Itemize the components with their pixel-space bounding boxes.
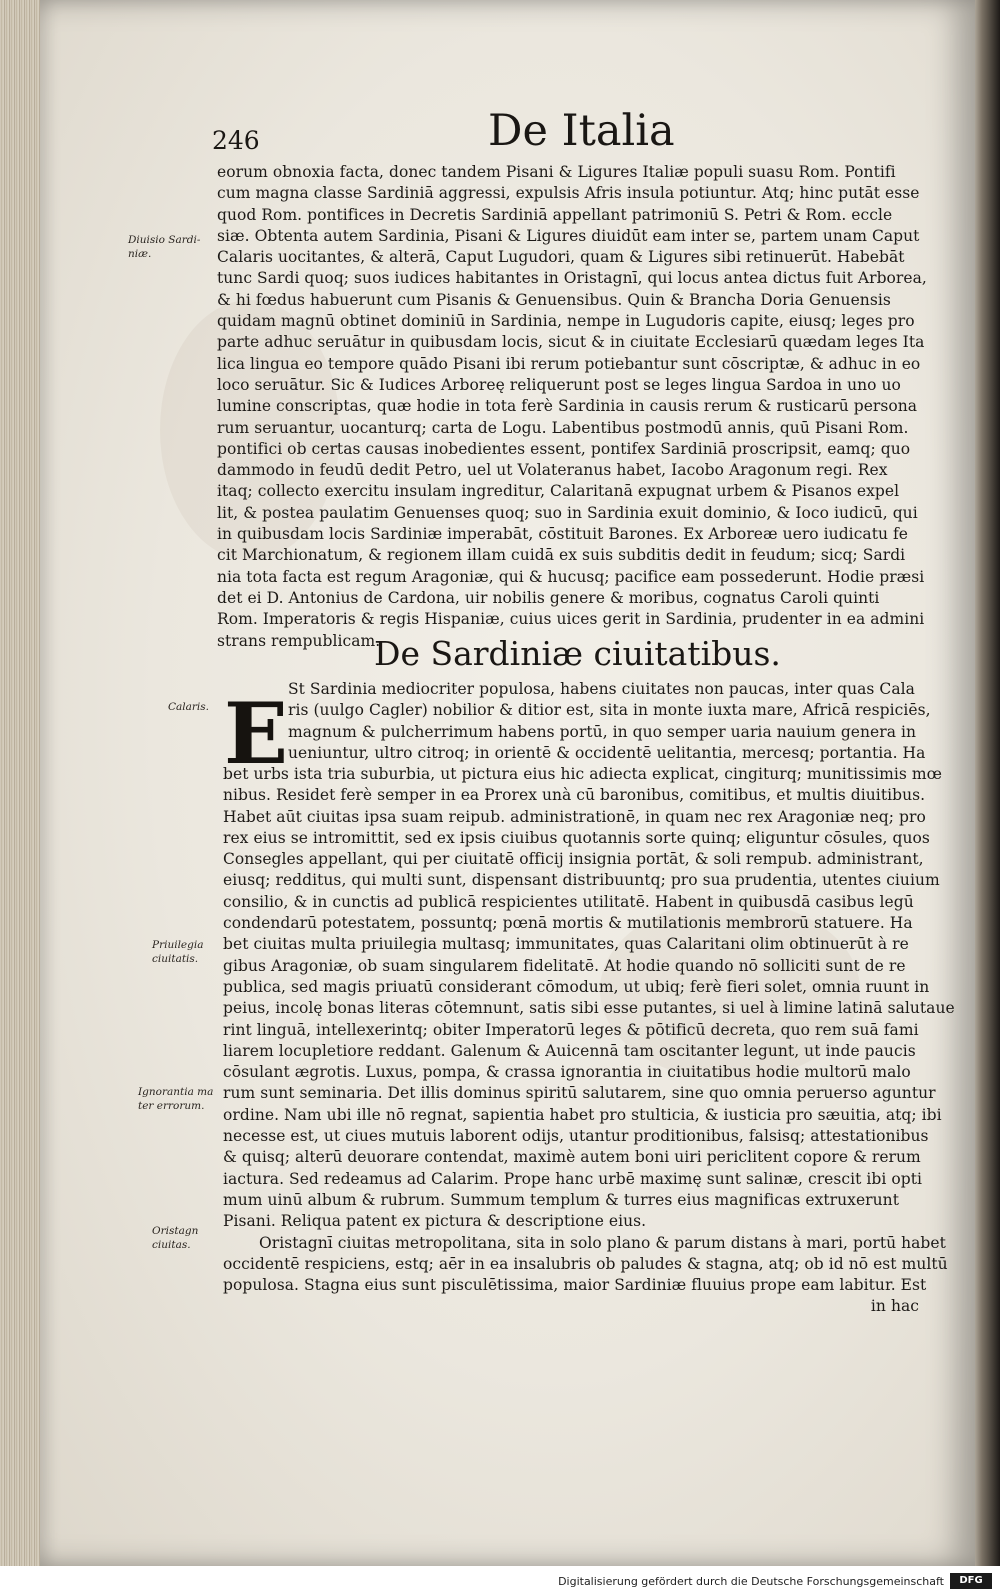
text-line: Pisani. Reliqua patent ex pictura & descriptione eius. bbox=[223, 1212, 647, 1231]
text-line: in quibusdam locis Sardiniæ imperabāt, cōstituit Barones. Ex Arboreæ uero iudicatu fe bbox=[217, 525, 909, 544]
text-line: gibus Aragoniæ, ob suam singularem fidelitatē. At hodie quando nō solliciti sunt de re bbox=[223, 956, 906, 975]
page-number: 246 bbox=[212, 126, 260, 155]
text-line: peius, incolę bonas literas cōtemnunt, satis sibi esse putantes, si uel à limine latinā salutaue bbox=[223, 999, 955, 1018]
text-line: cōsulant ægrotis. Luxus, pompa, & crassa ignorantia in ciuitatibus hodie multorū malo bbox=[223, 1063, 911, 1082]
text-line: consilio, & in cunctis ad publicā respicientes utilitatē. Habent in quibusdā casibus legū bbox=[223, 892, 914, 911]
marginal-note-line: Diuisio Sardi- bbox=[128, 234, 201, 246]
text-line: itaq; collecto exercitu insulam ingreditur, Calaritanā expugnat urbem & Pisanos expel bbox=[217, 482, 900, 501]
text-line: bet ciuitas multa priuilegia multasq; immunitates, quas Calaritani olim obtinuerūt à re bbox=[223, 935, 909, 954]
text-line: Habet aūt ciuitas ipsa suam reipub. administrationē, in quam nec rex Aragoniæ neq; pro bbox=[223, 807, 926, 826]
running-head: De Italia bbox=[488, 106, 675, 156]
text-line: Rom. Imperatoris & regis Hispaniæ, cuius uices gerit in Sardinia, prudenter in ea admini bbox=[217, 610, 925, 629]
text-line: eorum obnoxia facta, donec tandem Pisani & Ligures Italiæ populi suasu Rom. Pontifi bbox=[217, 163, 896, 181]
dfg-logo: DFG bbox=[950, 1573, 992, 1589]
marginal-note-calaris bbox=[168, 700, 209, 714]
text-line: St Sardinia mediocriter populosa, habens ciuitates non paucas, inter quas Cala bbox=[288, 680, 915, 698]
marginal-note-line: ciuitatis. bbox=[152, 953, 199, 965]
text-line: det ei D. Antonius de Cardona, uir nobilis genere & moribus, cognatus Caroli quinti bbox=[217, 588, 880, 607]
text-line: tunc Sardi quoq; suos iudices habitantes in Oristagnī, qui locus antea dictus fuit Arborea, bbox=[217, 269, 927, 288]
text-line: lumine conscriptas, quæ hodie in tota ferè Sardinia in causis rerum & rusticarū persona bbox=[217, 397, 918, 416]
text-line: Oristagnī ciuitas metropolitana, sita in solo plano & parum distans à mari, portū habet bbox=[259, 1233, 946, 1252]
footer-credit: Digitalisierung gefördert durch die Deutsche Forschungsgemeinschaft bbox=[558, 1575, 944, 1588]
marginal-note-line: ciuitas. bbox=[152, 1239, 191, 1251]
text-line: nibus. Residet ferè semper in ea Prorex unà cū baronibus, comitibus, et multis diuitibus. bbox=[223, 786, 926, 805]
text-line: occidentē respiciens, estq; aēr in ea insalubris ob paludes & stagna, atq; ob id nō est multū bbox=[223, 1254, 948, 1273]
marginal-note-line: ter errorum. bbox=[138, 1100, 205, 1112]
text-line: Calaris uocitantes, & alterā, Caput Lugudori, quam & Ligures sibi retinuerūt. Habebāt bbox=[217, 248, 905, 267]
marginal-note-line: niæ. bbox=[128, 248, 152, 260]
marginal-note-line: Calaris. bbox=[168, 701, 210, 713]
body-text-upper bbox=[217, 162, 929, 652]
text-line: rint linguā, intellexerintq; obiter Imperatorū leges & pōtificū decreta, quo rem suā fami bbox=[223, 1020, 919, 1039]
text-line: rum seruantur, uocanturq; carta de Logu. Labentibus postmodū annis, quū Pisani Rom. bbox=[217, 418, 909, 437]
marginal-note-line: Priuilegia bbox=[152, 939, 204, 951]
text-line: Consegles appellant, qui per ciuitatē officij insignia portāt, & soli rempub. administrant, bbox=[223, 850, 924, 869]
text-line: & hi fœdus habuerunt cum Pisanis & Genuensibus. Quin & Brancha Doria Genuensis bbox=[217, 290, 891, 309]
section-heading: De Sardiniæ ciuitatibus. bbox=[374, 634, 781, 673]
drop-capital: E bbox=[224, 684, 289, 783]
text-line: quidam magnū obtinet dominiū in Sardinia, nempe in Lugudoris capite, eiusq; leges pro bbox=[217, 312, 915, 331]
text-line: rex eius se intromittit, sed ex ipsis ciuibus quotannis sorte quinq; eliguntur cōsules, quos bbox=[223, 828, 930, 847]
text-line: rum sunt seminaria. Det illis dominus spiritū salutarem, sine quo omnia peruerso aguntur bbox=[223, 1084, 936, 1103]
text-line: loco seruātur. Sic & Iudices Arboreę reliquerunt post se leges lingua Sardoa in uno uo bbox=[217, 375, 901, 394]
text-line: parte adhuc seruātur in quibusdam locis, sicut & in ciuitate Ecclesiarū quædam leges Ita bbox=[217, 333, 925, 352]
text-line: cum magna classe Sardiniā aggressi, expulsis Afris insula potiuntur. Atq; hinc putāt esse bbox=[217, 184, 920, 203]
text-line: lica lingua eo tempore quādo Pisani ibi rerum potiebantur sunt cōscriptæ, & adhuc in eo bbox=[217, 354, 921, 373]
marginal-note-priuilegia bbox=[152, 938, 203, 966]
text-line: dammodo in feudū dedit Petro, uel ut Volateranus habet, Iacobo Aragonum regi. Rex bbox=[217, 461, 888, 480]
text-line: bet urbs ista tria suburbia, ut pictura eius hic adiecta explicat, cingiturq; munitissimis mœ bbox=[223, 765, 942, 783]
text-line: ordine. Nam ubi ille nō regnat, sapientia habet pro stulticia, & iusticia pro sæuitia, atq; ibi bbox=[223, 1105, 942, 1124]
text-line: quod Rom. pontifices in Decretis Sardiniā appellant patrimoniū S. Petri & Rom. eccle bbox=[217, 205, 893, 224]
text-line: necesse est, ut ciues mutuis laborent odijs, utantur proditionibus, falsisq; attestationibus bbox=[223, 1127, 929, 1146]
marginal-note-ignorantia bbox=[138, 1085, 213, 1113]
text-line: strans rempublicam. bbox=[217, 631, 381, 650]
text-line: lit, & postea paulatim Genuenses quoq; suo in Sardinia exuit dominio, & Ioco iudicū, qui bbox=[217, 503, 918, 522]
text-line: cit Marchionatum, & regionem illam cuidā ex suis subditis dedit in feudum; sicq; Sardi bbox=[217, 546, 906, 565]
text-line: eiusq; redditus, qui multi sunt, dispensant distribuuntq; pro sua prudentia, utentes ciuium bbox=[223, 871, 940, 890]
catchword: in hac bbox=[870, 1297, 919, 1316]
book-page-edges bbox=[0, 0, 44, 1594]
text-line: magnum & pulcherrimum habens portū, in quo semper uaria nauium genera in bbox=[288, 722, 917, 741]
marginal-note-line: Ignorantia ma bbox=[138, 1086, 214, 1098]
text-line: condendarū potestatem, possuntq; pœnā mortis & mutilationis membrorū statuere. Ha bbox=[223, 914, 913, 933]
body-text-lower bbox=[223, 764, 955, 1318]
text-line: liarem locupletiore reddant. Galenum & Auicennā tam oscitanter legunt, ut inde paucis bbox=[223, 1041, 916, 1060]
text-line: publica, sed magis priuatū considerant cōmodum, ut ubiq; ferè fieri solet, omnia ruunt in bbox=[223, 977, 930, 996]
text-line: & quisq; alterū deuorare contendat, maximè autem boni uiri periclitent copore & rerum bbox=[223, 1148, 921, 1167]
footer-bar bbox=[0, 1566, 1000, 1594]
marginal-note-diuisio bbox=[128, 233, 200, 261]
text-line: ueniuntur, ultro citroq; in orientē & occidentē uelitantia, mercesq; portantia. Ha bbox=[288, 743, 926, 762]
text-line: pontifici ob certas causas inobedientes essent, pontifex Sardiniā proscripsit, eamq; quo bbox=[217, 439, 911, 458]
text-line: mum uinū album & rubrum. Summum templum & turres eius magnificas extruxerunt bbox=[223, 1190, 899, 1209]
marginal-note-line: Oristagn bbox=[152, 1225, 199, 1237]
marginal-note-oristagn bbox=[152, 1224, 198, 1252]
body-text-dropcap-lines bbox=[288, 679, 931, 764]
text-line: populosa. Stagna eius sunt pisculētissima, maior Sardiniæ fluuius prope eam labitur. Est bbox=[223, 1276, 927, 1295]
text-line: siæ. Obtenta autem Sardinia, Pisani & Ligures diuidūt eam inter se, partem unam Caput bbox=[217, 226, 920, 245]
text-line: ris (uulgo Cagler) nobilior & ditior est, sita in monte iuxta mare, Africā respiciēs, bbox=[288, 701, 931, 720]
text-line: iactura. Sed redeamus ad Calarim. Prope hanc urbē maximę sunt salinæ, crescit ibi opti bbox=[223, 1169, 922, 1188]
text-line: nia tota facta est regum Aragoniæ, qui & hucusq; pacifice eam possederunt. Hodie præsi bbox=[217, 567, 925, 586]
